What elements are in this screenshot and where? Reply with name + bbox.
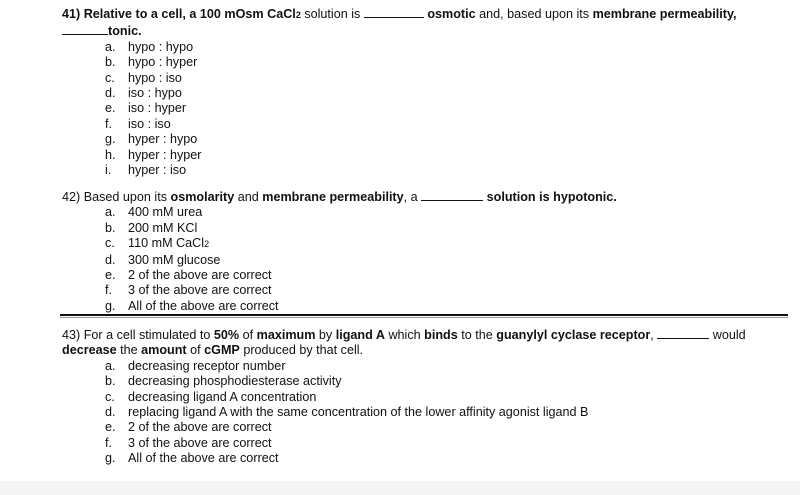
- stem-text: guanylyl cyclase receptor: [496, 328, 651, 342]
- question-42: [62, 189, 792, 314]
- question-43: [62, 327, 792, 467]
- stem-text: and: [234, 190, 263, 204]
- option-text: 2 of the above are correct: [128, 268, 272, 283]
- answer-option: [62, 374, 792, 389]
- option-text: hypo : hypo: [128, 39, 194, 54]
- stem-text: which: [384, 328, 425, 342]
- answer-option: [62, 268, 792, 283]
- answer-option: [62, 283, 792, 298]
- answer-option: [62, 299, 792, 314]
- stem-text: osmotic: [427, 7, 476, 21]
- option-letter: g.: [105, 132, 116, 147]
- answer-option: [62, 436, 792, 451]
- stem-text: cGMP: [204, 343, 240, 358]
- stem-text: the: [116, 343, 142, 358]
- answer-option: [62, 405, 792, 420]
- stem-text: amount: [141, 343, 187, 358]
- option-letter: e.: [105, 420, 116, 435]
- stem-text: Based upon its: [83, 190, 171, 204]
- answer-option: [62, 451, 792, 466]
- option-letter: a.: [105, 358, 116, 373]
- stem-text: Relative to a cell, a 100 mOsm CaCl: [83, 7, 296, 21]
- answer-option: [62, 148, 792, 163]
- question-number: 41): [62, 7, 81, 21]
- option-letter: e.: [105, 268, 116, 283]
- option-text: 110 mM CaCl: [128, 236, 205, 251]
- section-divider-shadow: [60, 317, 788, 318]
- stem-text: of: [239, 328, 257, 342]
- answer-option: [62, 221, 792, 236]
- option-letter: f.: [105, 435, 112, 450]
- stem-text: would: [709, 328, 746, 342]
- answer-option: [62, 205, 792, 220]
- stem-text: For a cell stimulated to: [83, 328, 214, 342]
- section-divider: [60, 314, 788, 316]
- option-text: decreasing receptor number: [128, 358, 286, 373]
- answer-option: [62, 117, 792, 132]
- option-text: hypo : hyper: [128, 55, 198, 70]
- option-text: replacing ligand A with the same concentration of the lower affinity agonist ligand B: [128, 405, 589, 420]
- answer-option: [62, 40, 792, 55]
- stem-text: binds: [424, 328, 458, 342]
- stem-text: solution is: [300, 7, 364, 21]
- question-41-stem-line2: [62, 23, 792, 39]
- answer-blank: [62, 23, 108, 35]
- option-letter: a.: [105, 205, 116, 220]
- question-number: 42): [62, 190, 81, 204]
- option-letter: b.: [105, 374, 116, 389]
- stem-text: tonic.: [108, 24, 142, 39]
- option-letter: c.: [105, 236, 115, 251]
- option-text: 2 of the above are correct: [128, 420, 272, 435]
- option-text: 400 mM urea: [128, 205, 203, 220]
- option-text: 300 mM glucose: [128, 252, 221, 267]
- question-41-stem: [62, 6, 792, 23]
- option-letter: c.: [105, 389, 115, 404]
- stem-text: of: [186, 343, 205, 358]
- option-text: 3 of the above are correct: [128, 283, 272, 298]
- option-letter: g.: [105, 298, 116, 313]
- answer-option: [62, 359, 792, 374]
- subscript: 2: [295, 10, 301, 20]
- option-text: All of the above are correct: [128, 298, 279, 313]
- question-number: 43): [62, 328, 81, 342]
- option-text: hyper : hyper: [128, 147, 202, 162]
- question-41: [62, 6, 792, 178]
- page-bottom-edge: [0, 481, 800, 495]
- option-text: iso : hyper: [128, 101, 187, 116]
- option-text: hypo : iso: [128, 70, 182, 85]
- stem-text: ligand A: [335, 328, 385, 342]
- option-text: iso : hypo: [128, 86, 182, 101]
- option-subscript: 2: [204, 239, 210, 250]
- options-list: [62, 40, 792, 179]
- stem-text: maximum: [256, 328, 316, 342]
- stem-text: 50%: [213, 328, 240, 342]
- option-text: All of the above are correct: [128, 451, 279, 466]
- options-list: [62, 205, 792, 314]
- option-letter: d.: [105, 405, 116, 420]
- option-letter: b.: [105, 220, 116, 235]
- answer-option: [62, 390, 792, 405]
- stem-text: , a: [403, 190, 422, 204]
- answer-option: [62, 420, 792, 435]
- answer-blank: [421, 189, 483, 201]
- stem-text: to the: [457, 328, 497, 342]
- stem-text: ,: [650, 328, 658, 342]
- option-letter: b.: [105, 55, 116, 70]
- stem-text: decrease: [62, 343, 117, 358]
- option-text: 3 of the above are correct: [128, 435, 272, 450]
- answer-option: [62, 236, 792, 252]
- question-43-stem-line2: [62, 343, 792, 358]
- option-text: decreasing ligand A concentration: [128, 389, 317, 404]
- option-letter: f.: [105, 283, 112, 298]
- stem-text: solution is hypotonic.: [486, 190, 617, 204]
- option-letter: a.: [105, 39, 116, 54]
- stem-text: osmolarity: [170, 190, 235, 204]
- stem-text: membrane permeability,: [592, 7, 737, 21]
- stem-text: by: [315, 328, 336, 342]
- answer-option: [62, 163, 792, 178]
- answer-option: [62, 132, 792, 147]
- option-letter: d.: [105, 86, 116, 101]
- option-letter: d.: [105, 252, 116, 267]
- option-text: decreasing phosphodiesterase activity: [128, 374, 342, 389]
- answer-blank: [657, 327, 709, 339]
- answer-option: [62, 55, 792, 70]
- option-letter: i.: [105, 163, 112, 178]
- option-letter: f.: [105, 116, 112, 131]
- question-43-stem: [62, 327, 792, 343]
- option-letter: h.: [105, 147, 116, 162]
- answer-blank: [364, 6, 424, 18]
- stem-text: and, based upon its: [475, 7, 593, 21]
- option-text: 200 mM KCl: [128, 220, 198, 235]
- option-letter: c.: [105, 70, 115, 85]
- answer-option: [62, 101, 792, 116]
- question-42-stem: [62, 189, 792, 205]
- answer-option: [62, 71, 792, 86]
- option-letter: g.: [105, 451, 116, 466]
- option-text: iso : iso: [128, 116, 171, 131]
- option-text: hyper : iso: [128, 163, 187, 178]
- stem-text: produced by that cell.: [239, 343, 364, 358]
- answer-option: [62, 253, 792, 268]
- stem-text: membrane permeability: [262, 190, 404, 204]
- option-letter: e.: [105, 101, 116, 116]
- answer-option: [62, 86, 792, 101]
- options-list: [62, 359, 792, 467]
- option-text: hyper : hypo: [128, 132, 198, 147]
